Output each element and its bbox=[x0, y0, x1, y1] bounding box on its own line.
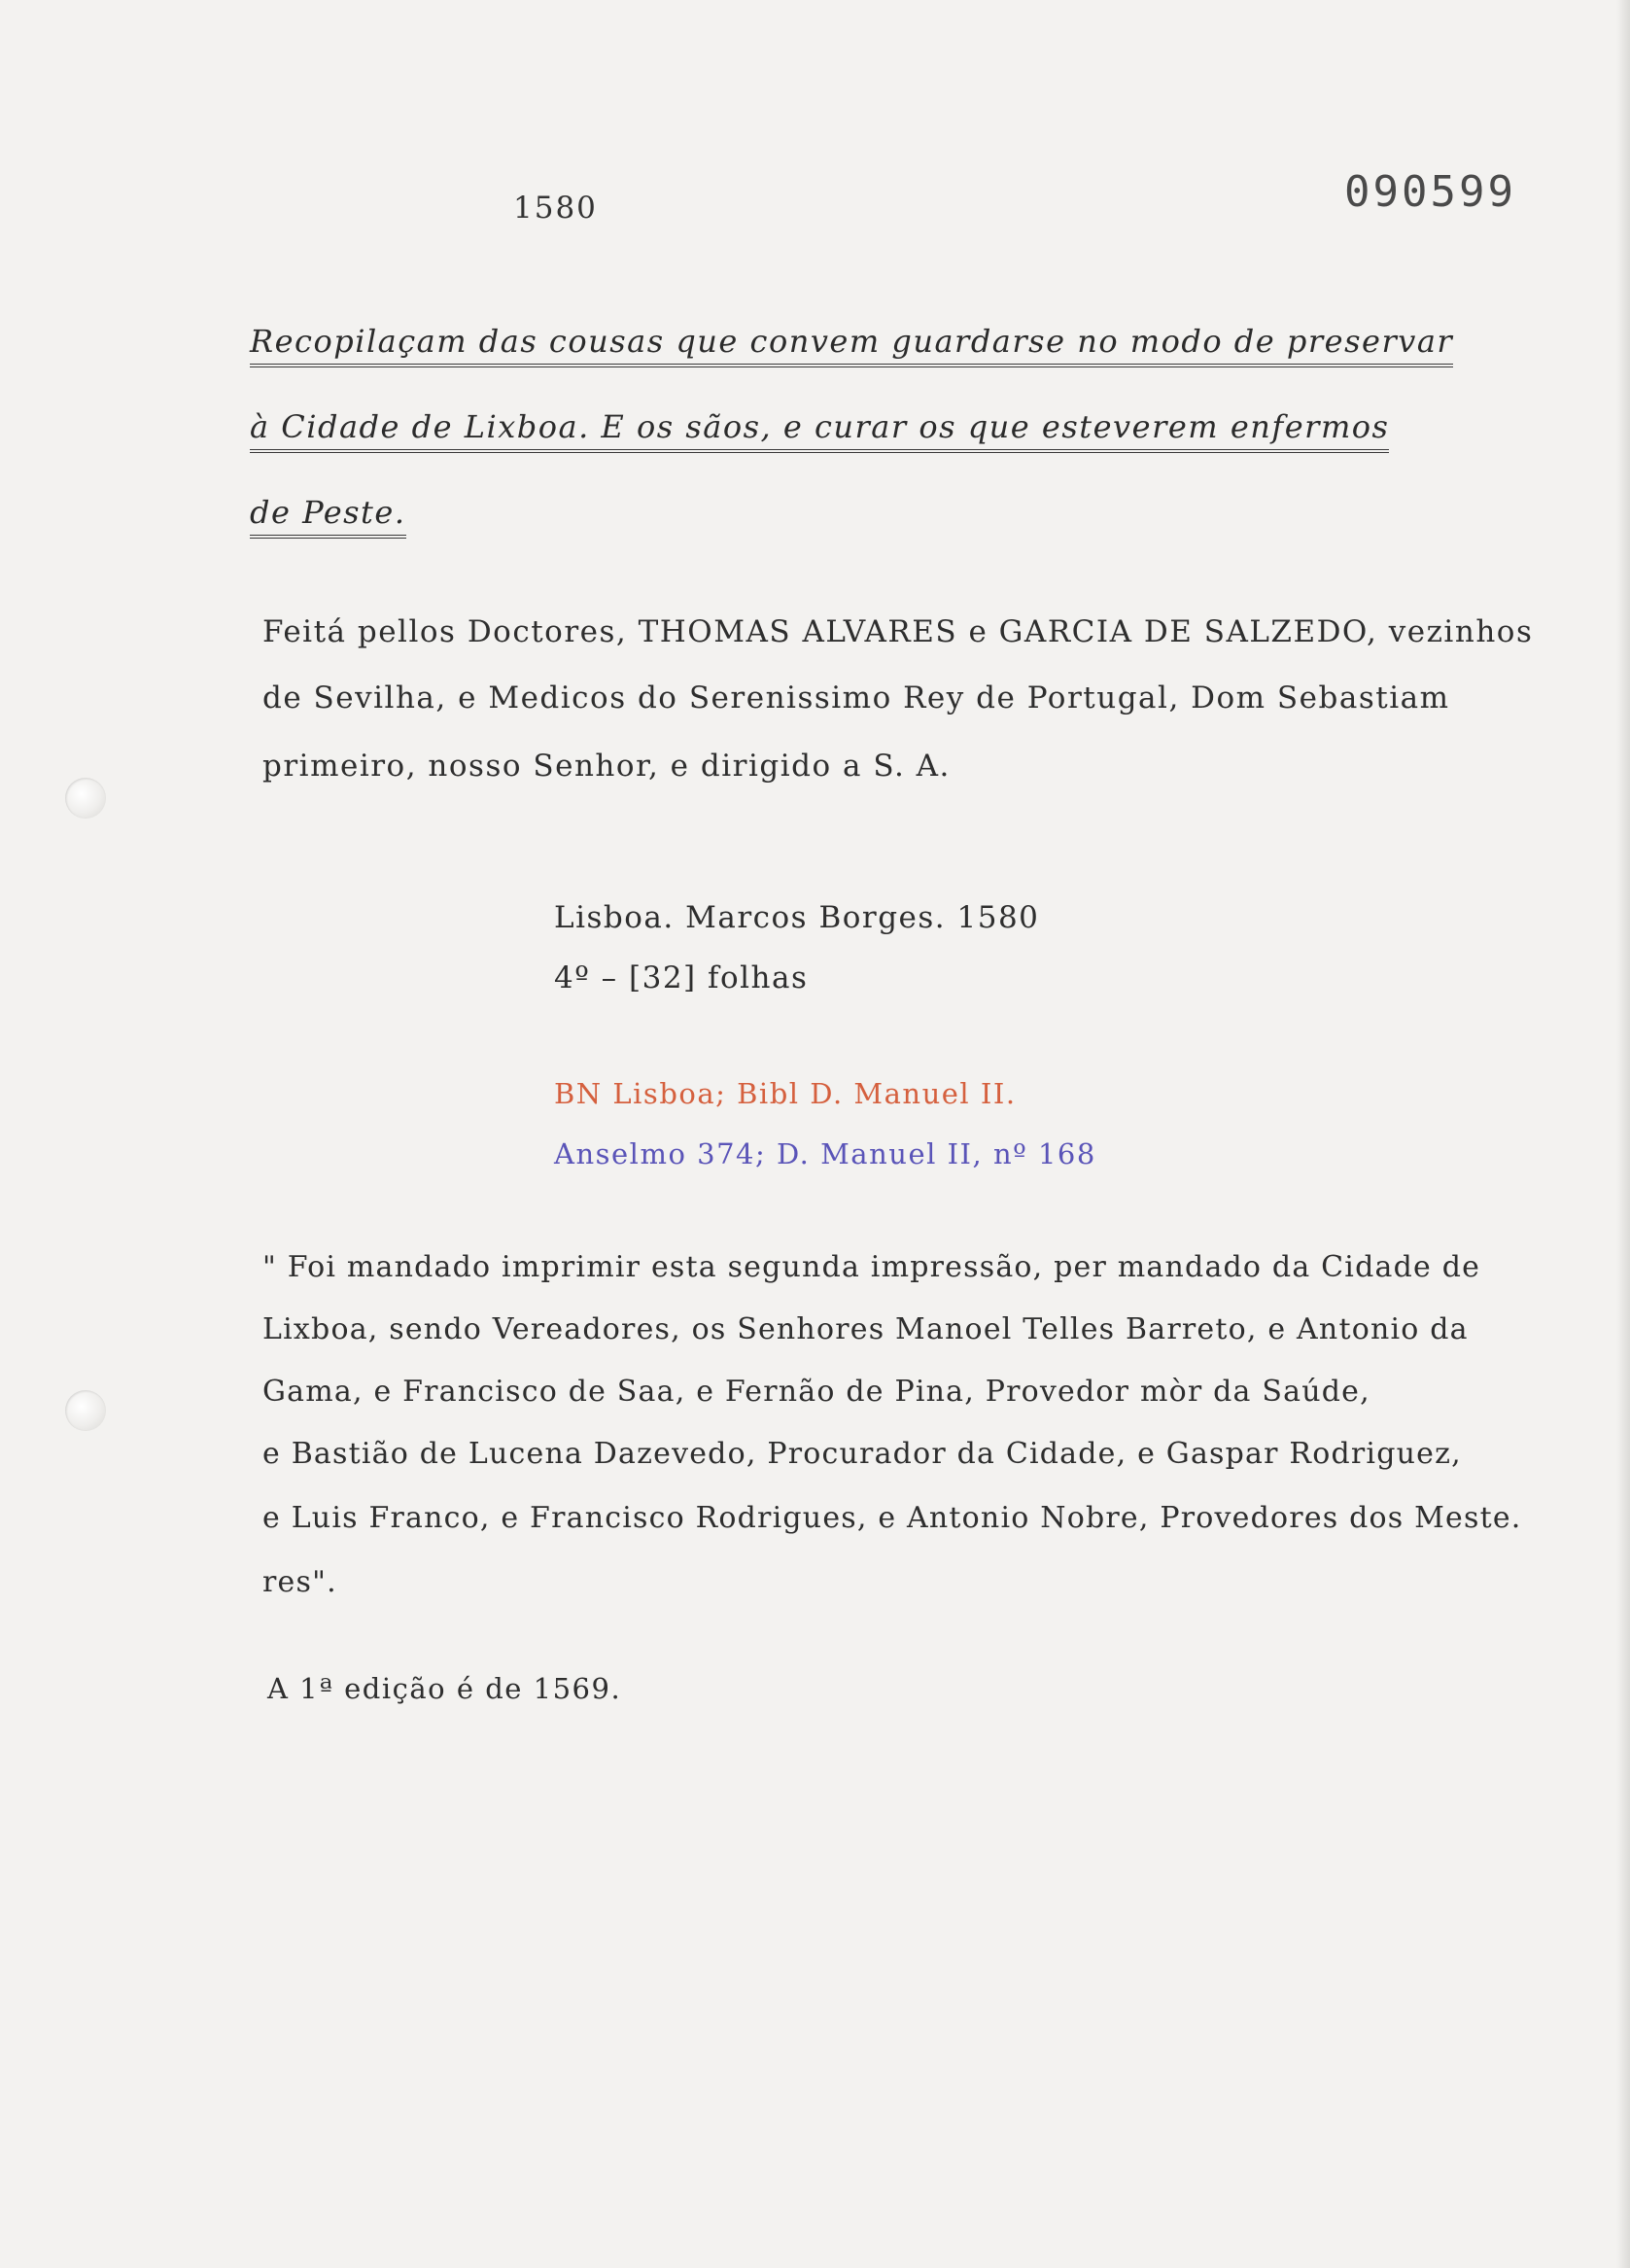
imprint-format-extent: 4º – [32] folhas bbox=[554, 960, 809, 995]
authors-line-2: de Sevilha, e Medicos do Serenissimo Rey de Portugal, Dom Sebastiam bbox=[262, 680, 1450, 715]
authors-line-3: primeiro, nosso Senhor, e dirigido a S. A. bbox=[262, 749, 951, 784]
imprint-place-printer-year: Lisboa. Marcos Borges. 1580 bbox=[554, 900, 1040, 935]
quote-line-5: e Luis Franco, e Francisco Rodrigues, e Antonio Nobre, Provedores dos Meste. bbox=[262, 1501, 1522, 1535]
quote-line-1: " Foi mandado imprimir esta segunda impressão, per mandado da Cidade de bbox=[262, 1250, 1481, 1284]
quote-line-2: Lixboa, sendo Vereadores, os Senhores Manoel Telles Barreto, e Antonio da bbox=[262, 1312, 1469, 1346]
publication-year: 1580 bbox=[513, 191, 598, 226]
title-line-3 bbox=[250, 494, 406, 531]
title-line-1-text: Recopilaçam das cousas que convem guardarse no modo de preservar bbox=[250, 323, 1453, 367]
page-edge-shadow bbox=[1616, 0, 1630, 2268]
holding-references: Anselmo 374; D. Manuel II, nº 168 bbox=[554, 1137, 1096, 1170]
title-line-3-text: de Peste. bbox=[250, 494, 406, 539]
punch-hole-top bbox=[65, 778, 106, 819]
title-line-1 bbox=[250, 323, 1453, 360]
title-line-2-text: à Cidade de Lixboa. E os sãos, e curar os que esteverem enfermos bbox=[250, 408, 1389, 453]
quote-line-3: Gama, e Francisco de Saa, e Fernão de Pina, Provedor mòr da Saúde, bbox=[262, 1375, 1370, 1409]
first-edition-note: A 1ª edição é de 1569. bbox=[267, 1672, 622, 1705]
authors-line-1: Feitá pellos Doctores, THOMAS ALVARES e GARCIA DE SALZEDO, vezinhos bbox=[262, 614, 1534, 649]
quote-line-6: res". bbox=[262, 1565, 337, 1599]
punch-hole-bottom bbox=[65, 1390, 106, 1431]
holding-libraries: BN Lisboa; Bibl D. Manuel II. bbox=[554, 1077, 1017, 1110]
catalog-number: 090599 bbox=[1344, 167, 1516, 217]
title-line-2 bbox=[250, 408, 1389, 445]
quote-line-4: e Bastião de Lucena Dazevedo, Procurador da Cidade, e Gaspar Rodriguez, bbox=[262, 1437, 1462, 1471]
